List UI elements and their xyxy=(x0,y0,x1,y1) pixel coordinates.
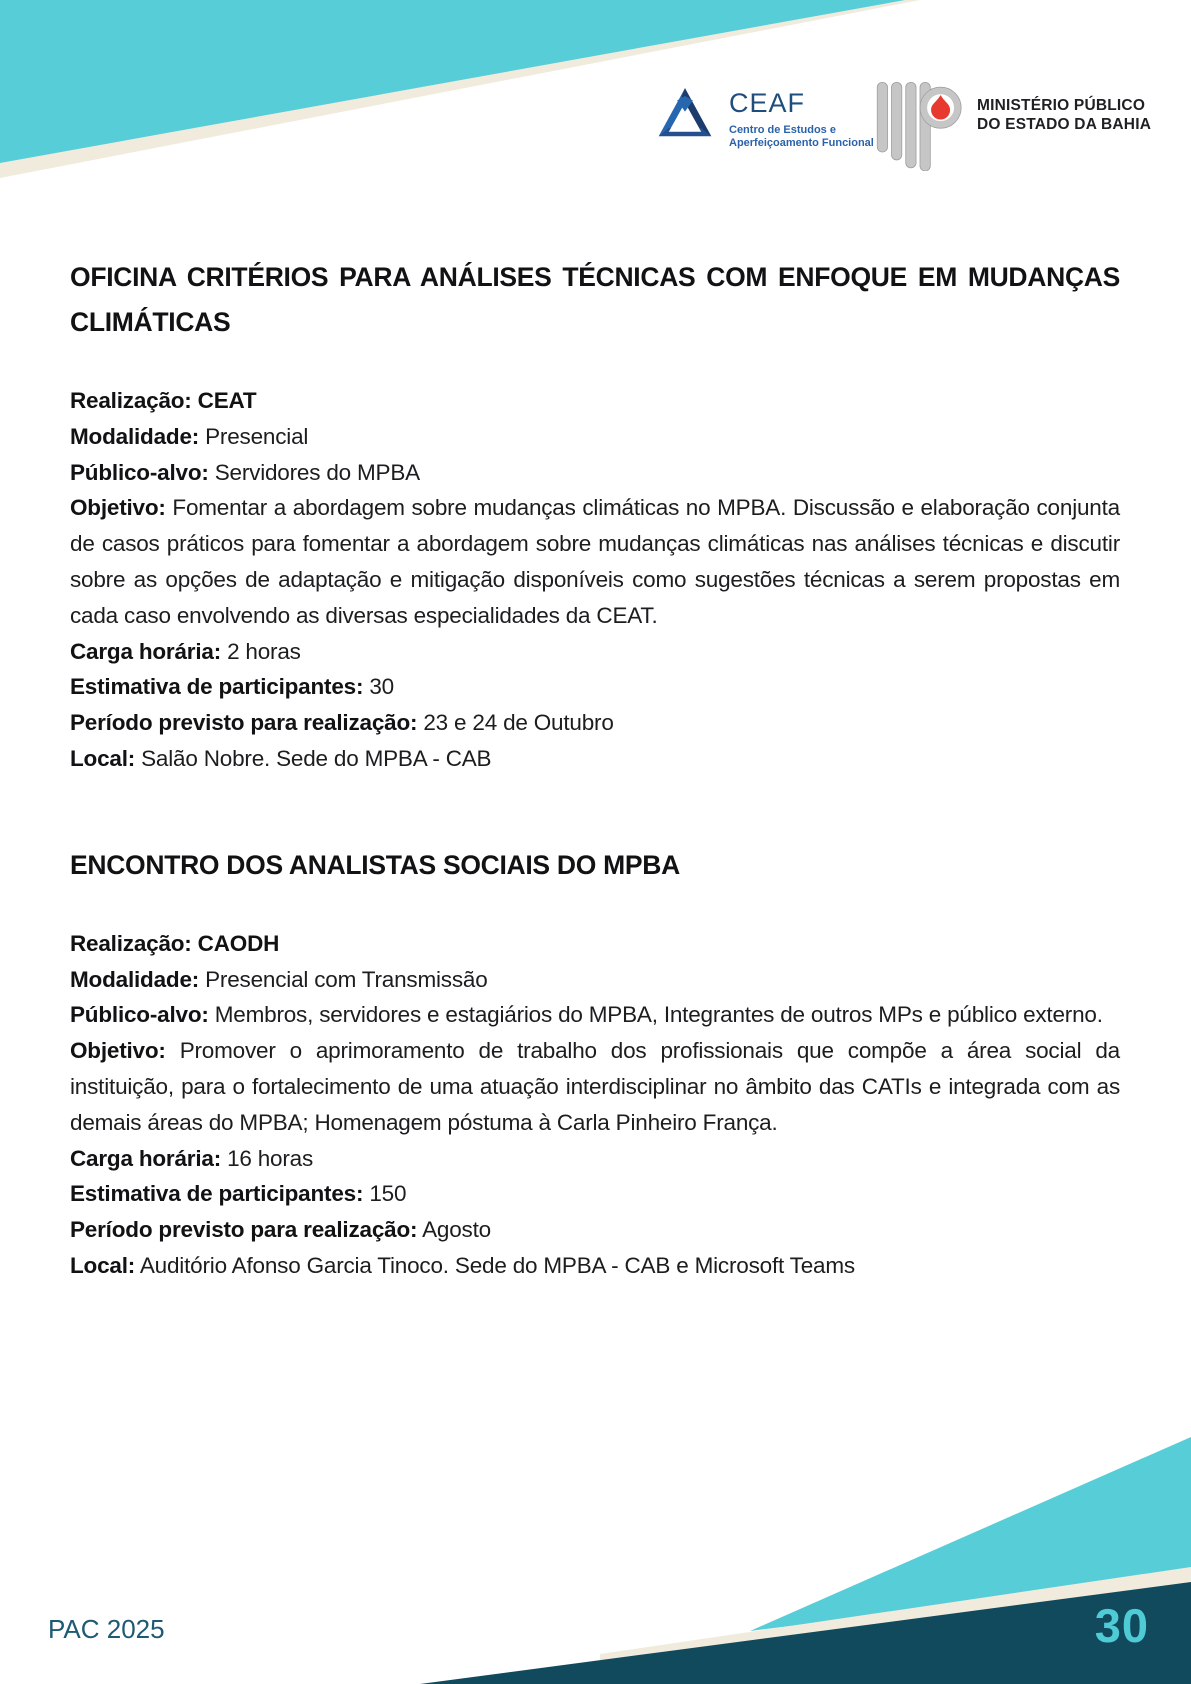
field-label: Carga horária: xyxy=(70,1145,221,1171)
ceaf-subtitle: Centro de Estudos e Aperfeiçoamento Funcional xyxy=(729,124,874,149)
field-line: Carga horária: 16 horas xyxy=(70,1145,314,1171)
field-line: Local: Auditório Afonso Garcia Tinoco. Sede do MPBA - CAB e Microsoft Teams xyxy=(70,1252,855,1278)
footer-dark-triangle xyxy=(420,1582,1191,1684)
field-line: Estimativa de participantes: 150 xyxy=(70,1181,407,1207)
section-title: ENCONTRO DOS ANALISTAS SOCIAIS DO MPBA xyxy=(70,849,680,880)
ceaf-name: CEAF xyxy=(729,88,806,118)
field-label: Carga horária: xyxy=(70,638,221,664)
field-line: Modalidade: Presencial com Transmissão xyxy=(70,966,488,992)
field-label: Estimativa de participantes: xyxy=(70,674,364,700)
field-line: Período previsto para realização: 23 e 24 de Outubro xyxy=(70,710,614,736)
field-label: Período previsto para realização: xyxy=(70,1217,418,1243)
field-line: Objetivo: Fomentar a abordagem sobre mudanças climáticas no MPBA. Discussão e elaboração conjunta de casos práticos para fomentar a abordagem sobre mudanças climáticas nas análises técnicas e discutir sobre as opções de adaptação e mitigação disponíveis como sugestões técnicas a serem propostas em cada caso envolvendo as diversas especialidades da CEAT. xyxy=(70,495,1120,628)
field-label: Realização: xyxy=(70,388,192,413)
field-line: Modalidade: Presencial xyxy=(70,423,309,449)
field-line: Público-alvo: Servidores do MPBA xyxy=(70,459,420,485)
field-label: Local: xyxy=(70,1252,136,1278)
field-label: Modalidade: xyxy=(70,966,200,992)
field-label: Público-alvo: xyxy=(70,459,209,485)
field-line: Local: Salão Nobre. Sede do MPBA - CAB xyxy=(70,745,492,771)
document-section xyxy=(70,255,1120,777)
field-value: CEAT xyxy=(197,388,257,413)
footer-doc-label: PAC 2025 xyxy=(48,1614,165,1644)
field-label: Objetivo: xyxy=(70,1038,166,1064)
field-line: Estimativa de participantes: 30 xyxy=(70,674,394,700)
mp-bars xyxy=(877,82,930,171)
field-label: Realização: xyxy=(70,930,192,956)
mpba-logo-icon xyxy=(876,76,964,171)
footer-ribbon xyxy=(0,1384,1191,1684)
field-line: Público-alvo: Membros, servidores e estagiários do MPBA, Integrantes de outros MPs e público externo. xyxy=(70,1002,1103,1028)
ceaf-logo-icon xyxy=(656,87,714,143)
field-label: Estimativa de participantes: xyxy=(70,1181,364,1207)
field-label: Modalidade: xyxy=(70,423,200,449)
field-line xyxy=(70,926,1120,962)
mpba-text-line1: MINISTÉRIO PÚBLICO xyxy=(977,97,1146,114)
content xyxy=(70,255,1120,1284)
section-title: OFICINA CRITÉRIOS PARA ANÁLISES TÉCNICAS COM ENFOQUE EM MUDANÇAS CLIMÁTICAS xyxy=(70,262,1120,337)
field-label: Local: xyxy=(70,745,136,771)
field-line: Objetivo: Promover o aprimoramento de trabalho dos profissionais que compõe a área social da instituição, para o fortalecimento de uma atuação interdisciplinar no âmbito das CATIs e integrada com as demais áreas do MPBA; Homenagem póstuma à Carla Pinheiro França. xyxy=(70,1038,1120,1135)
field-value: CAODH xyxy=(197,930,280,956)
field-line xyxy=(70,383,1120,419)
field-line: Carga horária: 2 horas xyxy=(70,638,301,664)
document-section xyxy=(70,843,1120,1284)
ceaf-logo-text xyxy=(729,90,874,150)
field-label: Público-alvo: xyxy=(70,1002,209,1028)
mpba-text-line2: DO ESTADO DA BAHIA xyxy=(977,116,1152,133)
field-label: Período previsto para realização: xyxy=(70,710,418,736)
page-number: 30 xyxy=(1094,1599,1149,1652)
mpba-logo-text xyxy=(977,96,1151,134)
field-line: Período previsto para realização: Agosto xyxy=(70,1217,491,1243)
field-label: Objetivo: xyxy=(70,495,166,521)
